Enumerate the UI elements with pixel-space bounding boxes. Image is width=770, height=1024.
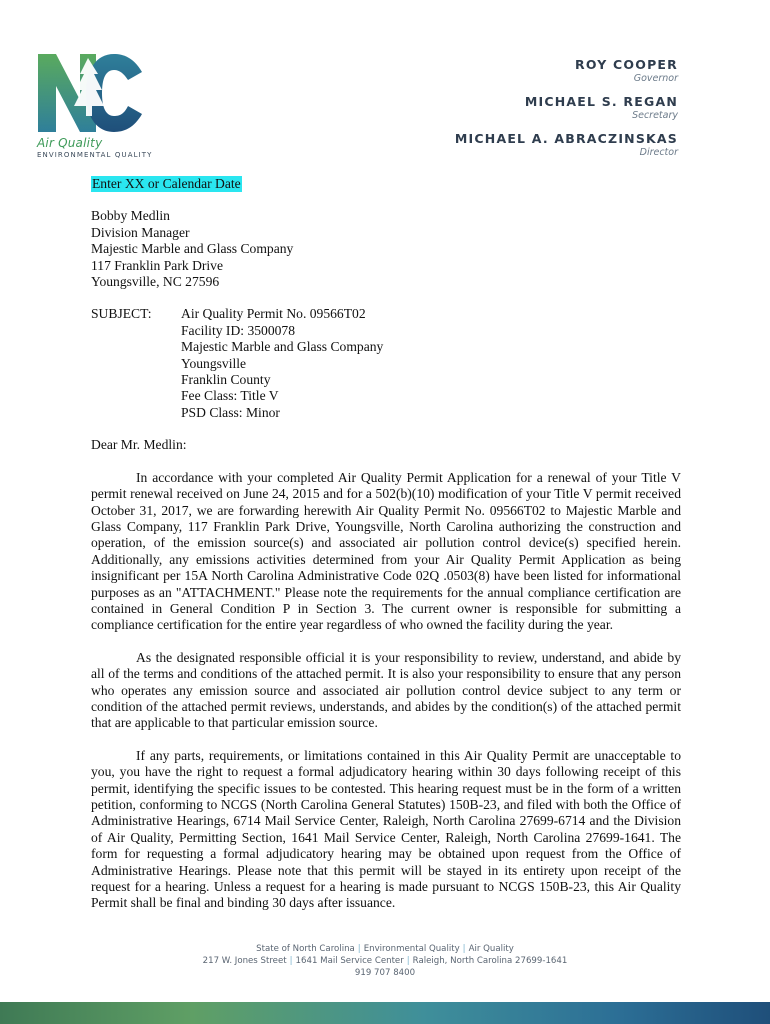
footer-item: Air Quality [468, 944, 514, 954]
footer-item: State of North Carolina [256, 944, 355, 954]
subject-line: PSD Class: Minor [181, 404, 280, 420]
recipient-line: Majestic Marble and Glass Company [91, 241, 294, 257]
subject-block [91, 306, 681, 421]
official-governor [455, 57, 678, 84]
body-paragraph: In accordance with your completed Air Quality Permit Application for a renewal of your Title V permit renewal received on June 24, 2015 and for a 502(b)(10) modification of your Title V permit received October 31, 2017, we are forwarding herewith Air Quality Permit No. 09566T02 to Majestic Marble and Glass Company, 117 Franklin Park Drive, Youngsville, North Carolina authorizing the construction and operation, of the emission source(s) and associated air pollution control device(s) specified herein. Additionally, any emissions activities determined from your Air Quality Permit Application as being insignificant per 15A North Carolina Administrative Code 02Q .0503(8) have been listed for informational purposes as an "ATTACHMENT." Please note the requirements for the annual compliance certification are contained in General Condition P in Section 3. The current owner is responsible for submitting a compliance certification for the entire year regardless of who owned the facility during the year. [91, 469, 681, 633]
subject-line: Fee Class: Title V [181, 388, 279, 404]
official-secretary [455, 94, 678, 121]
letter-body [91, 176, 681, 912]
subject-line: Majestic Marble and Glass Company [181, 339, 384, 355]
body-paragraph: As the designated responsible official it is your responsibility to review, understand, and abide by all of the terms and conditions of the attached permit. It is also your responsibility to ensure that any person who operates any emission source and associated air pollution control device subject to any term or condition of the attached permit reviews, understands, and abides by the condition(s) of the attached permit that are applicable to that particular emission source. [91, 649, 681, 731]
footer-line-1: State of North Carolina | Environmental Quality | Air Quality [256, 944, 514, 954]
letter-footer [0, 943, 770, 979]
official-name: MICHAEL S. REGAN [524, 94, 678, 109]
official-name: ROY COOPER [575, 57, 678, 72]
official-title: Secretary [632, 110, 678, 121]
footer-color-bar [0, 1002, 770, 1024]
body-paragraph: If any parts, requirements, or limitations contained in this Air Quality Permit are unacceptable to you, you have the right to request a formal adjudicatory hearing within 30 days following receipt of this permit, identifying the specific issues to be contested. This hearing request must be in the form of a written petition, conforming to NCGS (North Carolina General Statutes) 150B-23, and filed with both the Office of Administrative Hearings, 6714 Mail Service Center, Raleigh, North Carolina 27699-6714 and the Division of Air Quality, Permitting Section, 1641 Mail Service Center, Raleigh, North Carolina 27699-1641. The form for requesting a formal adjudicatory hearing may be obtained upon request from the Office of Administrative Hearings. Please note that this permit will be stayed in its entirety upon receipt of the request for a hearing. Unless a request for a hearing is made pursuant to NCGS 150B-23, this Air Quality Permit shall be final and binding 30 days after issuance. [91, 747, 681, 911]
official-name: MICHAEL A. ABRACZINSKAS [454, 131, 678, 146]
footer-item: Environmental Quality [363, 944, 460, 954]
subject-label: SUBJECT: [91, 306, 152, 322]
official-title: Governor [633, 73, 678, 84]
footer-item: Raleigh, North Carolina 27699-1641 [412, 956, 568, 966]
subject-line: Air Quality Permit No. 09566T02 [181, 306, 366, 322]
agency-name: Air Quality [37, 136, 103, 150]
nc-logo-mark [36, 50, 148, 140]
salutation: Dear Mr. Medlin: [91, 437, 187, 453]
subject-line: Franklin County [181, 372, 271, 388]
recipient-line: Bobby Medlin [91, 208, 170, 224]
footer-item: 1641 Mail Service Center [295, 956, 404, 966]
official-title: Director [639, 147, 678, 158]
officials-block [455, 57, 678, 168]
recipient-line: 117 Franklin Park Drive [91, 257, 224, 273]
date-field[interactable]: Enter XX or Calendar Date [92, 176, 241, 191]
footer-phone: 919 707 8400 [354, 968, 416, 978]
recipient-line: Division Manager [91, 224, 190, 240]
recipient-address [91, 208, 681, 290]
footer-line-2: 217 W. Jones Street | 1641 Mail Service Center | Raleigh, North Carolina 27699-1641 [202, 956, 568, 966]
official-director [455, 131, 678, 158]
agency-subtitle: ENVIRONMENTAL QUALITY [37, 151, 153, 159]
footer-item: 217 W. Jones Street [202, 956, 287, 966]
subject-lines [181, 306, 383, 421]
subject-line: Youngsville [181, 355, 247, 371]
subject-line: Facility ID: 3500078 [181, 322, 296, 338]
recipient-line: Youngsville, NC 27596 [91, 274, 220, 290]
